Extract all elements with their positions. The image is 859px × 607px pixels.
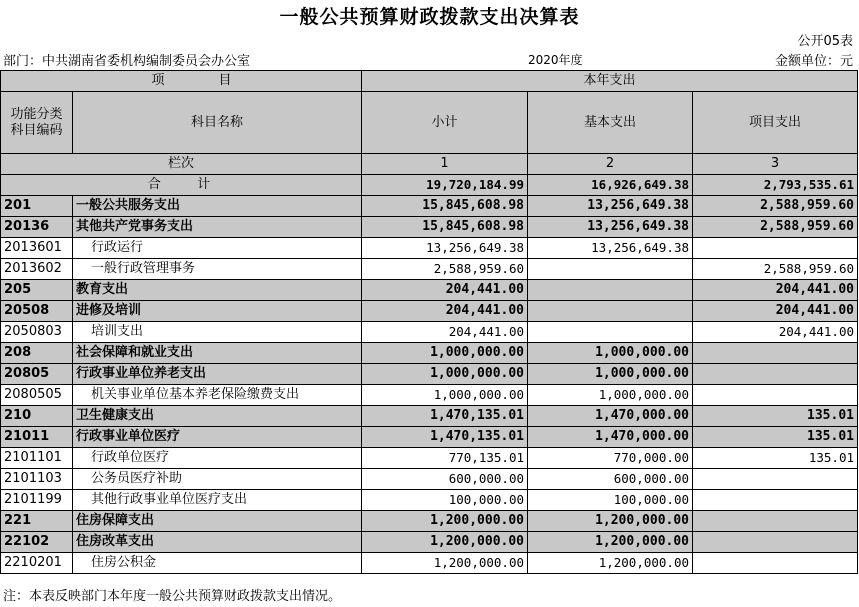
row-code: 221 bbox=[1, 511, 73, 532]
row-subtotal: 1,200,000.00 bbox=[362, 532, 528, 553]
table-row bbox=[1, 553, 858, 574]
row-subtotal: 100,000.00 bbox=[362, 490, 528, 511]
row-code: 20805 bbox=[1, 364, 73, 385]
row-subtotal: 204,441.00 bbox=[362, 280, 528, 301]
row-name: 卫生健康支出 bbox=[73, 406, 362, 427]
row-subtotal: 1,200,000.00 bbox=[362, 511, 528, 532]
expenditure-table bbox=[0, 70, 858, 574]
row-name: 一般行政管理事务 bbox=[73, 259, 362, 280]
table-row bbox=[1, 343, 858, 364]
row-name: 其他行政事业单位医疗支出 bbox=[73, 490, 362, 511]
row-basic: 100,000.00 bbox=[528, 490, 693, 511]
row-name: 住房改革支出 bbox=[73, 532, 362, 553]
row-subtotal: 1,470,135.01 bbox=[362, 427, 528, 448]
row-code: 2210201 bbox=[1, 553, 73, 574]
row-name: 其他共产党事务支出 bbox=[73, 217, 362, 238]
row-basic: 1,200,000.00 bbox=[528, 553, 693, 574]
row-project: 204,441.00 bbox=[693, 301, 858, 322]
row-basic: 1,000,000.00 bbox=[528, 364, 693, 385]
row-name: 住房公积金 bbox=[73, 553, 362, 574]
row-code: 22102 bbox=[1, 532, 73, 553]
header-row-2 bbox=[1, 92, 858, 154]
row-project bbox=[693, 238, 858, 259]
row-basic: 1,470,000.00 bbox=[528, 427, 693, 448]
row-subtotal: 1,200,000.00 bbox=[362, 553, 528, 574]
fiscal-year: 2020年度 bbox=[528, 53, 583, 67]
row-subtotal: 1,000,000.00 bbox=[362, 343, 528, 364]
row-name: 行政运行 bbox=[73, 238, 362, 259]
table-row bbox=[1, 532, 858, 553]
row-project bbox=[693, 532, 858, 553]
project-header-right: 目 bbox=[218, 73, 232, 88]
row-subtotal: 15,845,608.98 bbox=[362, 217, 528, 238]
table-row bbox=[1, 238, 858, 259]
row-code: 201 bbox=[1, 196, 73, 217]
row-basic: 1,200,000.00 bbox=[528, 532, 693, 553]
row-basic bbox=[528, 280, 693, 301]
project-header bbox=[1, 71, 362, 92]
table-row bbox=[1, 448, 858, 469]
row-project bbox=[693, 364, 858, 385]
project-exp-header: 项目支出 bbox=[693, 92, 858, 154]
row-project bbox=[693, 385, 858, 406]
row-basic: 1,000,000.00 bbox=[528, 385, 693, 406]
row-name: 公务员医疗补助 bbox=[73, 469, 362, 490]
row-project: 135.01 bbox=[693, 448, 858, 469]
table-row bbox=[1, 301, 858, 322]
basic-header: 基本支出 bbox=[528, 92, 693, 154]
total-label: 合 计 bbox=[1, 175, 362, 196]
column-no-label: 栏次 bbox=[1, 154, 362, 175]
row-basic bbox=[528, 301, 693, 322]
row-subtotal: 2,588,959.60 bbox=[362, 259, 528, 280]
row-code: 2050803 bbox=[1, 322, 73, 343]
table-row bbox=[1, 490, 858, 511]
row-subtotal: 1,470,135.01 bbox=[362, 406, 528, 427]
column-no-2: 2 bbox=[528, 154, 693, 175]
total-subtotal: 19,720,184.99 bbox=[362, 175, 528, 196]
report-code: 公开05表 bbox=[797, 34, 853, 49]
department-label: 部门：中共湖南省委机构编制委员会办公室 bbox=[3, 54, 251, 69]
row-subtotal: 1,000,000.00 bbox=[362, 385, 528, 406]
row-project bbox=[693, 469, 858, 490]
row-project: 2,588,959.60 bbox=[693, 217, 858, 238]
row-basic: 1,000,000.00 bbox=[528, 343, 693, 364]
row-subtotal: 1,000,000.00 bbox=[362, 364, 528, 385]
table-note: 注：本表反映部门本年度一般公共预算财政拨款支出情况。 bbox=[3, 589, 342, 604]
row-name: 行政事业单位医疗 bbox=[73, 427, 362, 448]
row-name: 教育支出 bbox=[73, 280, 362, 301]
amount-unit: 金额单位：元 bbox=[774, 54, 853, 69]
row-subtotal: 15,845,608.98 bbox=[362, 196, 528, 217]
row-name: 进修及培训 bbox=[73, 301, 362, 322]
table-row bbox=[1, 469, 858, 490]
row-code: 2101199 bbox=[1, 490, 73, 511]
row-basic: 13,256,649.38 bbox=[528, 238, 693, 259]
row-subtotal: 770,135.01 bbox=[362, 448, 528, 469]
table-row bbox=[1, 511, 858, 532]
column-no-3: 3 bbox=[693, 154, 858, 175]
row-code: 2013601 bbox=[1, 238, 73, 259]
project-header-left: 项 bbox=[151, 73, 165, 88]
table-row bbox=[1, 280, 858, 301]
total-project: 2,793,535.61 bbox=[693, 175, 858, 196]
row-subtotal: 204,441.00 bbox=[362, 322, 528, 343]
row-project bbox=[693, 553, 858, 574]
row-project: 2,588,959.60 bbox=[693, 259, 858, 280]
table-row bbox=[1, 385, 858, 406]
row-project bbox=[693, 490, 858, 511]
table-row bbox=[1, 364, 858, 385]
row-project: 204,441.00 bbox=[693, 280, 858, 301]
row-project: 204,441.00 bbox=[693, 322, 858, 343]
row-name: 住房保障支出 bbox=[73, 511, 362, 532]
row-code: 20508 bbox=[1, 301, 73, 322]
row-code: 208 bbox=[1, 343, 73, 364]
table-row bbox=[1, 427, 858, 448]
subject-name-header: 科目名称 bbox=[73, 92, 362, 154]
row-code: 2080505 bbox=[1, 385, 73, 406]
row-code: 20136 bbox=[1, 217, 73, 238]
subtotal-header: 小计 bbox=[362, 92, 528, 154]
table-row bbox=[1, 406, 858, 427]
row-code: 2101101 bbox=[1, 448, 73, 469]
row-project bbox=[693, 511, 858, 532]
report-meta bbox=[0, 50, 859, 68]
row-basic: 1,470,000.00 bbox=[528, 406, 693, 427]
column-number-row bbox=[1, 154, 858, 175]
row-basic: 600,000.00 bbox=[528, 469, 693, 490]
row-basic bbox=[528, 259, 693, 280]
row-project bbox=[693, 343, 858, 364]
row-subtotal: 600,000.00 bbox=[362, 469, 528, 490]
row-name: 行政事业单位养老支出 bbox=[73, 364, 362, 385]
row-name: 社会保障和就业支出 bbox=[73, 343, 362, 364]
row-subtotal: 204,441.00 bbox=[362, 301, 528, 322]
table-row bbox=[1, 259, 858, 280]
row-basic bbox=[528, 322, 693, 343]
row-code: 205 bbox=[1, 280, 73, 301]
header-row-1 bbox=[1, 71, 858, 92]
row-code: 210 bbox=[1, 406, 73, 427]
column-no-1: 1 bbox=[362, 154, 528, 175]
total-row bbox=[1, 175, 858, 196]
table-row bbox=[1, 217, 858, 238]
row-project: 135.01 bbox=[693, 427, 858, 448]
row-project: 135.01 bbox=[693, 406, 858, 427]
row-code: 2101103 bbox=[1, 469, 73, 490]
table-row bbox=[1, 322, 858, 343]
row-subtotal: 13,256,649.38 bbox=[362, 238, 528, 259]
table-row bbox=[1, 196, 858, 217]
total-basic: 16,926,649.38 bbox=[528, 175, 693, 196]
row-basic: 770,000.00 bbox=[528, 448, 693, 469]
row-code: 21011 bbox=[1, 427, 73, 448]
row-basic: 13,256,649.38 bbox=[528, 196, 693, 217]
func-code-header: 功能分类 科目编码 bbox=[1, 92, 73, 154]
row-name: 一般公共服务支出 bbox=[73, 196, 362, 217]
row-name: 行政单位医疗 bbox=[73, 448, 362, 469]
row-name: 机关事业单位基本养老保险缴费支出 bbox=[73, 385, 362, 406]
row-name: 培训支出 bbox=[73, 322, 362, 343]
row-basic: 13,256,649.38 bbox=[528, 217, 693, 238]
current-year-header: 本年支出 bbox=[362, 71, 858, 92]
row-basic: 1,200,000.00 bbox=[528, 511, 693, 532]
row-project: 2,588,959.60 bbox=[693, 196, 858, 217]
row-code: 2013602 bbox=[1, 259, 73, 280]
report-title: 一般公共预算财政拨款支出决算表 bbox=[279, 6, 580, 28]
